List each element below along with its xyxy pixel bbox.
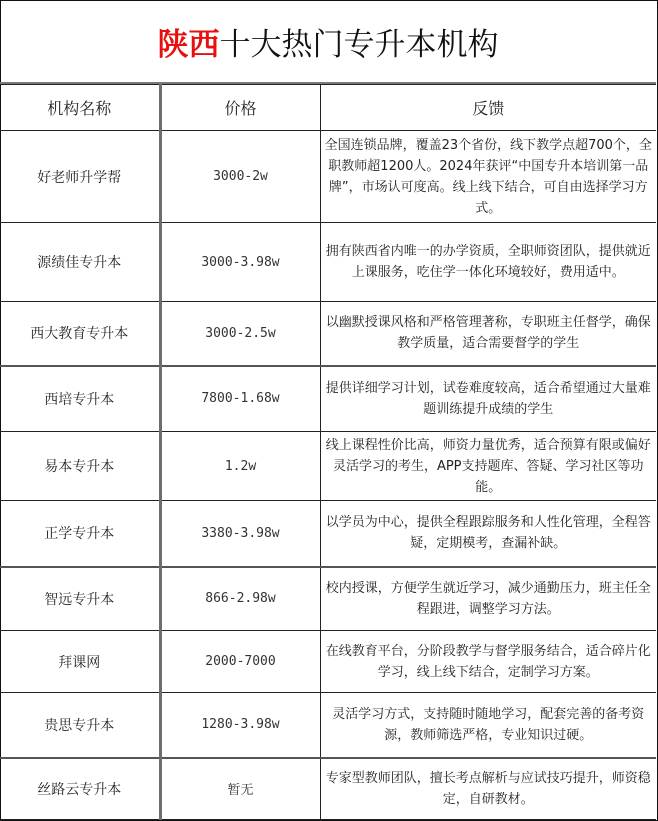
title-highlight: 陕西: [157, 26, 220, 63]
cell-name: 易本专升本: [0, 432, 160, 501]
table-row: [0, 501, 656, 567]
cell-price: 3000-2w: [160, 131, 320, 223]
cell-feedback: 拥有陕西省内唯一的办学资质，全职师资团队，提供就近上课服务，吃住学一体化环境较好，费用适中。: [320, 223, 656, 302]
cell-name: 智远专升本: [0, 567, 160, 631]
cell-name: 西大教育专升本: [0, 302, 160, 366]
cell-name: 丝路云专升本: [0, 758, 160, 820]
cell-name: 贵思专升本: [0, 693, 160, 758]
cell-feedback: 全国连锁品牌，覆盖23个省份，线下教学点超700个，全职教师超1200人。2024年获评“中国专升本培训第一品牌”，市场认可度高。线上线下结合，可自由选择学习方式。: [320, 131, 656, 223]
cell-feedback: 以幽默授课风格和严格管理著称，专职班主任督学，确保教学质量，适合需要督学的学生: [320, 302, 656, 366]
cell-price: 3380-3.98w: [160, 501, 320, 567]
table-row: [0, 223, 656, 302]
cell-price: 1.2w: [160, 432, 320, 501]
cell-feedback: 灵活学习方式，支持随时随地学习，配套完善的备考资源，教师筛选严格，专业知识过硬。: [320, 693, 656, 758]
cell-name: 源绩佳专升本: [0, 223, 160, 302]
cell-name: 西培专升本: [0, 366, 160, 432]
cell-price: 866-2.98w: [160, 567, 320, 631]
table-row: [0, 567, 656, 631]
cell-name: 正学专升本: [0, 501, 160, 567]
cell-name: 好老师升学帮: [0, 131, 160, 223]
title-rest: 十大热门专升本机构: [219, 26, 499, 63]
cell-price: 3000-3.98w: [160, 223, 320, 302]
table-row: [0, 758, 656, 820]
table-row: [0, 366, 656, 432]
table-row: [0, 631, 656, 693]
table-header-row: [0, 85, 656, 131]
cell-feedback: 在线教育平台，分阶段教学与督学服务结合，适合碎片化学习，线上线下结合，定制学习方案。: [320, 631, 656, 693]
cell-price: 1280-3.98w: [160, 693, 320, 758]
cell-price: 3000-2.5w: [160, 302, 320, 366]
table-row: [0, 432, 656, 501]
cell-feedback: 提供详细学习计划，试卷难度较高，适合希望通过大量难题训练提升成绩的学生: [320, 366, 656, 432]
cell-feedback: 以学员为中心，提供全程跟踪服务和人性化管理，全程答疑，定期模考，查漏补缺。: [320, 501, 656, 567]
cell-price: 7800-1.68w: [160, 366, 320, 432]
cell-feedback: 线上课程性价比高，师资力量优秀，适合预算有限或偏好灵活学习的考生，APP支持题库、答疑、学习社区等功能。: [320, 432, 656, 501]
cell-price: 2000-7000: [160, 631, 320, 693]
header-price: 价格: [160, 85, 320, 131]
table-row: [0, 693, 656, 758]
cell-price: 暂无: [160, 758, 320, 820]
cell-feedback: 专家型教师团队，擅长考点解析与应试技巧提升，师资稳定，自研教材。: [320, 758, 656, 820]
page-title: [0, 0, 656, 85]
cell-feedback: 校内授课，方便学生就近学习，减少通勤压力，班主任全程跟进，调整学习方法。: [320, 567, 656, 631]
table-row: [0, 302, 656, 366]
header-feedback: 反馈: [320, 85, 656, 131]
institution-table: [0, 84, 656, 820]
cell-name: 拜课网: [0, 631, 160, 693]
table-row: [0, 131, 656, 223]
header-name: 机构名称: [0, 85, 160, 131]
